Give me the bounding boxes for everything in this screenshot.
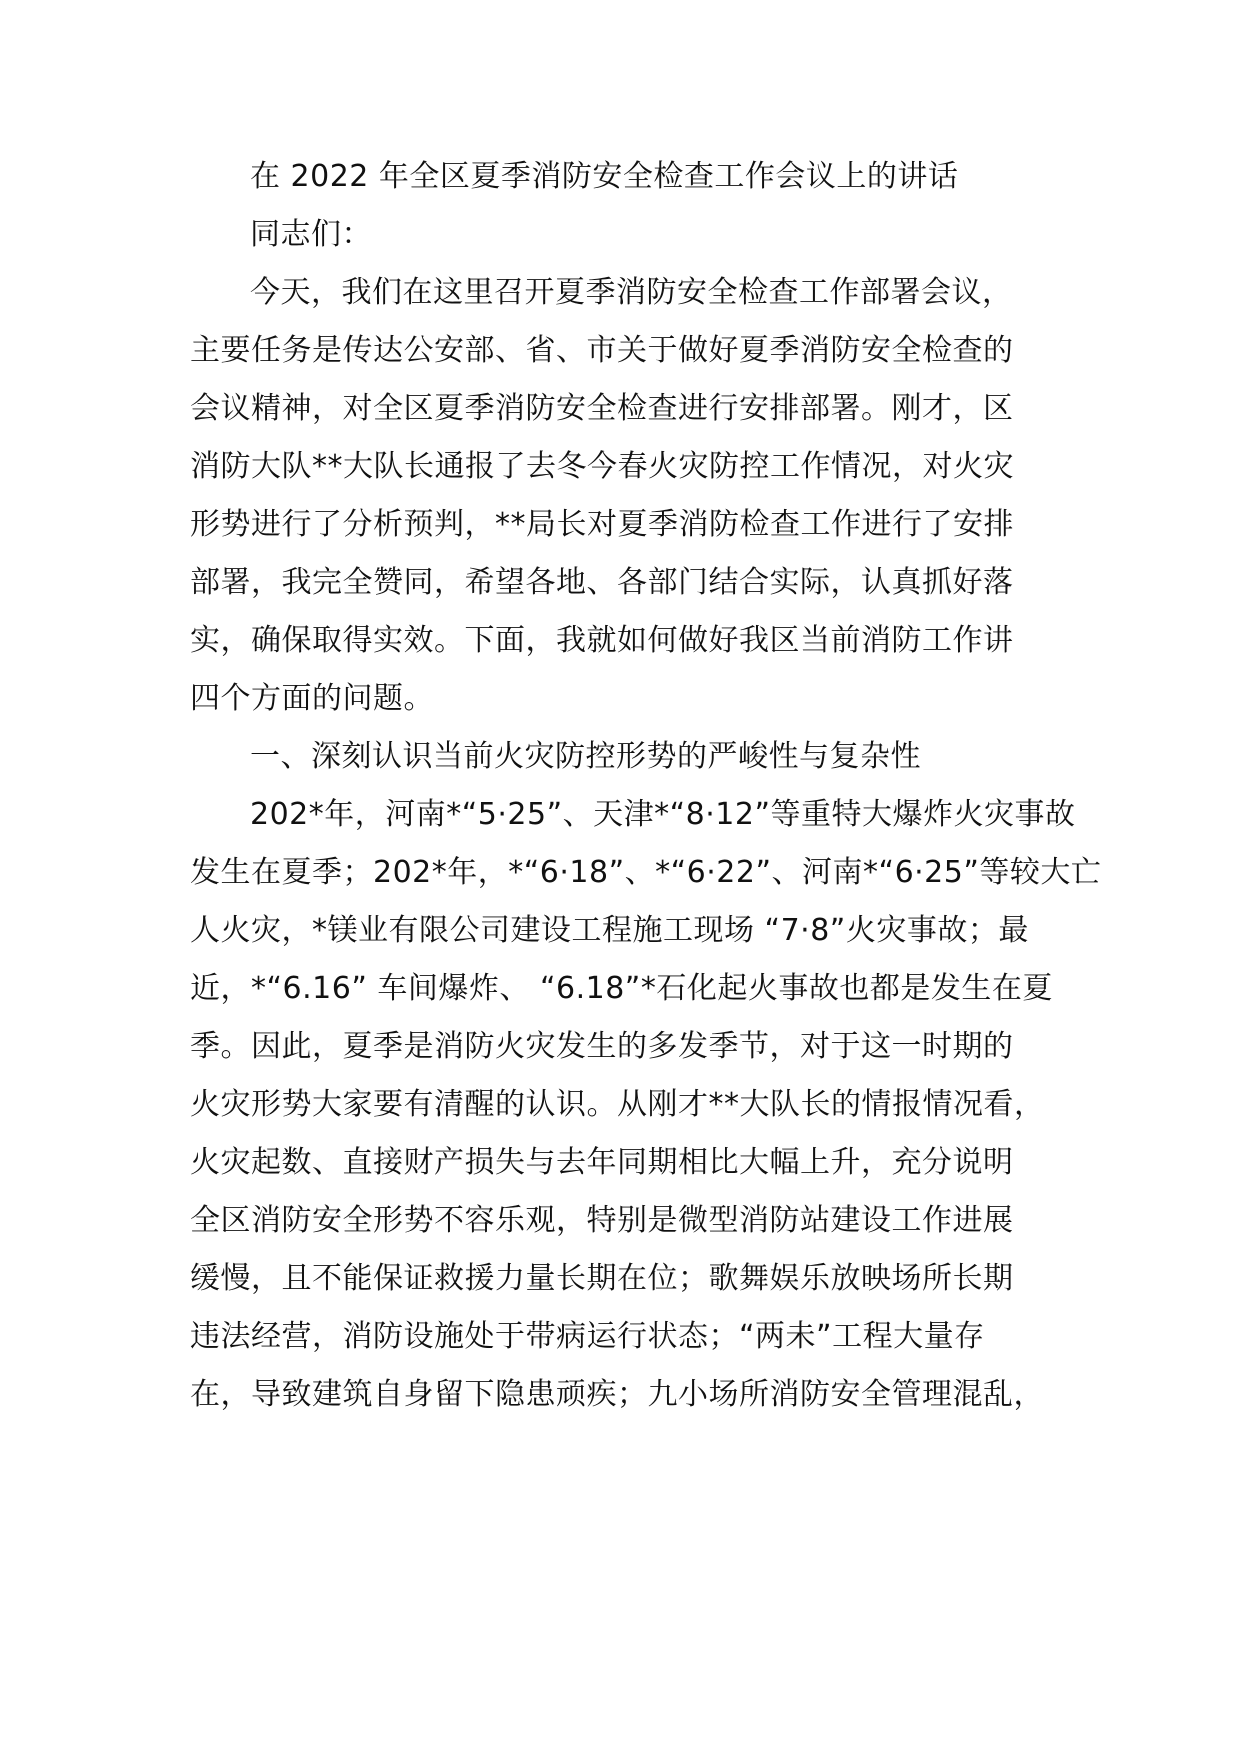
paragraph-line: 近，*“6.16” 车间爆炸、 “6.18”*石化起火事故也都是发生在夏 xyxy=(190,971,1053,1006)
paragraph-line: 实，确保取得实效。下面，我就如何做好我区当前消防工作讲 xyxy=(190,623,1014,658)
paragraph-line: 违法经营，消防设施处于带病运行状态；“两未”工程大量存 xyxy=(190,1319,985,1354)
paragraph-line: 部署，我完全赞同，希望各地、各部门结合实际，认真抓好落 xyxy=(190,565,1014,600)
paragraph-line: 在，导致建筑自身留下隐患顽疾；九小场所消防安全管理混乱， xyxy=(190,1377,1044,1412)
paragraph-line: 会议精神，对全区夏季消防安全检查进行安排部署。刚才，区 xyxy=(190,391,1014,426)
paragraph-line: 火灾起数、直接财产损失与去年同期相比大幅上升，充分说明 xyxy=(190,1145,1014,1180)
salutation: 同志们： xyxy=(250,217,372,252)
speech-title: 在 2022 年全区夏季消防安全检查工作会议上的讲话 xyxy=(250,159,959,194)
paragraph-line: 人火灾，*镁业有限公司建设工程施工现场 “7·8”火灾事故；最 xyxy=(190,913,1029,948)
paragraph-line: 今天，我们在这里召开夏季消防安全检查工作部署会议， xyxy=(250,275,1013,310)
paragraph-line: 消防大队**大队长通报了去冬今春火灾防控工作情况，对火灾 xyxy=(190,449,1014,484)
paragraph-line: 四个方面的问题。 xyxy=(190,681,434,716)
paragraph-line: 全区消防安全形势不容乐观，特别是微型消防站建设工作进展 xyxy=(190,1203,1014,1238)
paragraph-line: 发生在夏季；202*年，*“6·18”、*“6·22”、河南*“6·25”等较大亡 xyxy=(190,855,1102,890)
section-heading: 一、深刻认识当前火灾防控形势的严峻性与复杂性 xyxy=(250,739,921,774)
paragraph-line: 形势进行了分析预判，**局长对夏季消防检查工作进行了安排 xyxy=(190,507,1014,542)
paragraph-line: 季。因此，夏季是消防火灾发生的多发季节，对于这一时期的 xyxy=(190,1029,1014,1064)
paragraph-line: 缓慢，且不能保证救援力量长期在位；歌舞娱乐放映场所长期 xyxy=(190,1261,1014,1296)
paragraph-line: 火灾形势大家要有清醒的认识。从刚才**大队长的情报情况看， xyxy=(190,1087,1045,1122)
paragraph-line: 202*年，河南*“5·25”、天津*“8·12”等重特大爆炸火灾事故 xyxy=(250,797,1076,832)
paragraph-line: 主要任务是传达公安部、省、市关于做好夏季消防安全检查的 xyxy=(190,333,1014,368)
